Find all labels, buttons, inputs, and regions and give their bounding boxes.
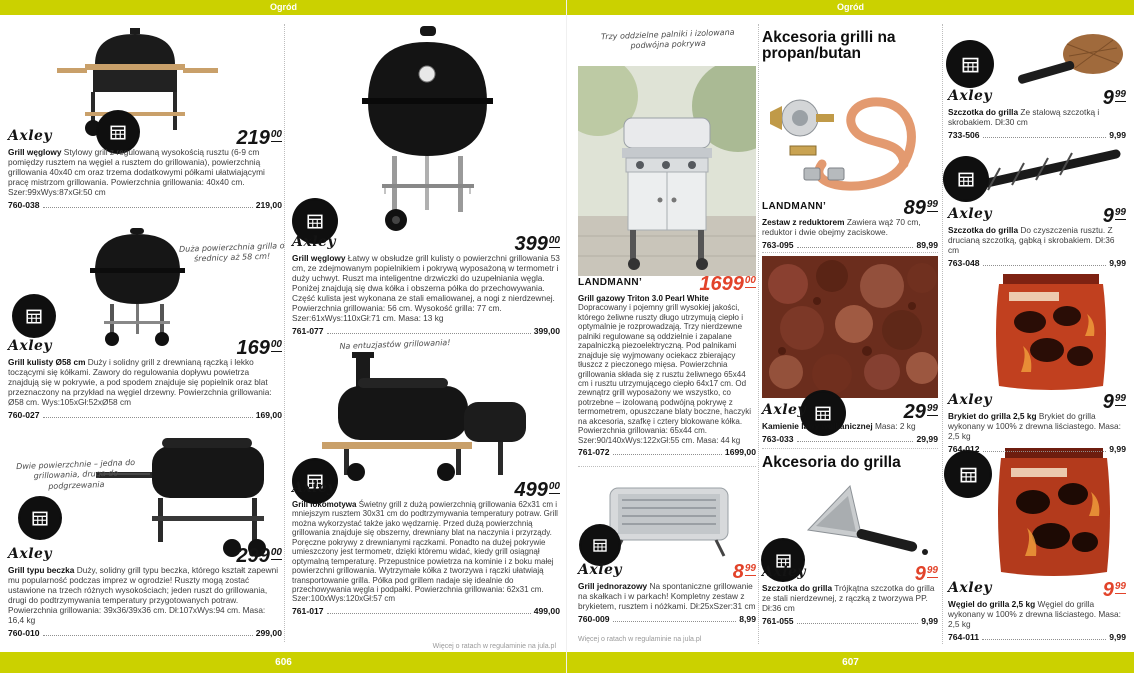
promo-badge — [948, 42, 992, 86]
page-gutter — [566, 0, 567, 673]
product-image-kettle-grill-thermometer — [330, 24, 525, 239]
article-number-row: 761-072 1699,00 — [578, 447, 756, 457]
product-card — [948, 206, 1126, 268]
price: 999 — [1102, 87, 1126, 109]
rates-note-right: Więcej o ratach w regulaminie na jula.pl — [578, 636, 702, 643]
price: 999 — [1102, 205, 1126, 227]
category-label-left: Ogród — [270, 2, 297, 12]
calendar-badge-icon — [592, 537, 608, 553]
column-divider — [284, 24, 285, 642]
price: 999 — [914, 563, 938, 585]
category-label-right: Ogród — [837, 2, 864, 12]
calendar-badge-icon — [961, 55, 980, 74]
handwritten-note-kettle: Duża powierzchnia grilla o średnicy aż 58 cm! — [178, 241, 285, 264]
article-number-row: 733-506 9,99 — [948, 129, 1126, 140]
brand-logo: LANDMANN’ — [762, 201, 827, 212]
price: 16900 — [236, 337, 282, 359]
brand-logo: Axley — [948, 206, 993, 222]
brand-logo: Axley — [762, 402, 807, 418]
handwritten-note-gas: Trzy oddzielne palniki i izolowana podwójna pokrywa — [600, 27, 735, 51]
product-image-charcoal-cart-grill — [55, 24, 240, 136]
calendar-badge-icon — [25, 307, 43, 325]
product-card — [578, 274, 756, 457]
promo-badge — [20, 498, 60, 538]
brand-logo: Axley — [8, 338, 53, 354]
article-number-row: 761-055 9,99 — [762, 615, 938, 626]
product-description: Zestaw z reduktorem Zawiera wąż 70 cm, reduktor i dwie obejmy zaciskowe. — [762, 217, 921, 237]
product-card — [762, 198, 938, 250]
product-description: Szczotka do grilla Do czyszczenia rusztu. Z drucianą szczotką, gąbką i skrobakiem. Dł:36 cm — [948, 225, 1115, 255]
calendar-badge-icon — [957, 170, 975, 188]
product-card — [762, 564, 938, 626]
section-header-accessories: Akcesoria do grilla — [762, 454, 901, 471]
section-divider — [578, 466, 756, 467]
product-description: Kamienie lawy wulkanicznej Masa: 2 kg — [762, 421, 916, 431]
brand-logo: Axley — [8, 128, 53, 144]
product-description: Brykiet do grilla 2,5 kg Brykiet do grilla wykonany w 100% z drewna liściastego. Masa: 2,5 kg — [948, 411, 1121, 441]
article-number-row: 764-011 9,99 — [948, 631, 1126, 642]
product-description: Szczotka do grilla Ze stalową szczotką i skrobakiem. Dł:30 cm — [948, 107, 1100, 127]
product-image-locomotive-grill — [298, 350, 553, 482]
rates-note-left: Więcej o ratach w regulaminie na jula.pl — [432, 643, 556, 650]
column-divider — [758, 24, 759, 644]
calendar-badge-icon — [306, 212, 324, 230]
promo-badge — [14, 296, 54, 336]
handwritten-note-barrel: Dwie powierzchnie – jedna do grillowania, druga do podgrzewania — [15, 457, 136, 491]
brand-logo: Axley — [578, 562, 623, 578]
brand-logo: Axley — [8, 546, 53, 562]
brand-logo: Axley — [292, 234, 337, 250]
article-number-row: 760-038 219,00 — [8, 199, 282, 210]
brand-logo: Axley — [948, 88, 993, 104]
top-category-bar — [0, 0, 1134, 15]
price: 169900 — [699, 273, 756, 295]
product-image-lava-rocks — [762, 256, 938, 398]
product-image-charcoal-bag — [985, 446, 1123, 578]
article-number-row: 760-027 169,00 — [8, 409, 282, 420]
handwritten-note-locomotive: Na entuzjastów grillowania! — [339, 338, 451, 351]
brand-logo: LANDMANN’ — [578, 277, 643, 288]
product-description: Grill gazowy Triton 3.0 Pearl White Dopracowany i pojemny grill wysokiej jakości, którego żeliwne ruszty długo utrzymują ciepło i optymalnie je rozprowadzają. Trzy nierdzewne palniki regulowane są oddzielnie i zapalane zapalniczką piezoelektryczną. Pod palnikami znajduje się wyjmowany ociekacz zbierający tłuszcz z pieczonego mięsa. Powierzchnia grillowania składa się z rusztu żeliwnego 65x44 cm i rusztu utrzymującego ciepło 64x17 cm. Od zewnątrz grill wyposażony we wszystko, co potrzebne – izolowaną podwójną pokrywę z termometrem, opuszczane blaty boczne, haczyki na akcesoria, szafkę i cztery blokowane kółka. Powierzchnia grillowania: 65x44 cm. Szer:90/140xWys:122xGł:55 cm. Masa: 44 kg — [578, 294, 751, 445]
product-image-gas-grill-photo — [578, 66, 756, 276]
section-header-propane: Akcesoria grilli na propan/butan — [762, 29, 896, 63]
price: 899 — [732, 561, 756, 583]
product-image-barrel-grill — [92, 424, 282, 559]
price: 49900 — [514, 479, 560, 501]
article-number-row: 763-048 9,99 — [948, 257, 1126, 268]
price: 8999 — [903, 197, 938, 219]
brand-logo: Axley — [948, 392, 993, 408]
price: 21900 — [236, 127, 282, 149]
article-number-row: 760-009 8,99 — [578, 613, 756, 624]
brand-logo: Axley — [292, 480, 337, 496]
product-image-disposable-grill — [598, 470, 743, 562]
article-number-row: 761-077 399,00 — [292, 325, 560, 336]
product-card — [292, 234, 560, 336]
product-card — [8, 128, 282, 210]
promo-badge — [946, 452, 990, 496]
product-card — [8, 546, 282, 638]
product-card — [948, 88, 1126, 140]
product-card — [578, 562, 756, 624]
product-description: Grill jednorazowy Na spontaniczne grillowanie na skałkach i w parkach! Kompletny zestaw z brykietem, rusztem i nóżkami. Dł:25xSzer:31 cm — [578, 581, 756, 611]
price: 999 — [1102, 391, 1126, 413]
product-image-briquette-bag — [985, 272, 1117, 392]
article-number-row: 761-017 499,00 — [292, 605, 560, 616]
price: 39900 — [514, 233, 560, 255]
article-number-row: 764-012 9,99 — [948, 443, 1126, 454]
promo-badge — [581, 526, 619, 564]
product-image-regulator-hose-set — [762, 80, 938, 198]
article-number-row: 760-010 299,00 — [8, 627, 282, 638]
product-card — [292, 480, 560, 616]
brand-logo: Axley — [762, 564, 807, 580]
page-number-right: 607 — [842, 657, 859, 668]
product-card — [8, 338, 282, 420]
calendar-badge-icon — [959, 465, 978, 484]
product-description: Grill węglowy Łatwy w obsłudze grill kulisty o powierzchni grillowania 53 cm, ze zdejmowanym popielnikiem i pokrywą wyposażoną w termometr i duży uchwyt. Ruszt ma inteligentne drzwiczki do uzupełniania węgla. Poniżej znajdują się dwa kółka i obszerna półka do przechowywania. Część kulista jest wykonana ze stali emaliowanej, a nogi z nierdzewnej. Powierzchnia grillowania: 56 cm. Wysokość grilla: 77 cm. Szer:61xWys:110xGł:71 cm. Masa: 13 kg — [292, 253, 560, 323]
product-description: Grill węglowy Stylowy grill z regulowaną wysokością rusztu (6-9 cm pomiędzy rusztem na węgiel a rusztem do grillowania), powierzchnią grillowania 40x40 cm oraz trzema dodatkowymi półkami ułatwiającymi pracę mistrzom grillowania. Powierzchnia grillowania: 40x40 cm. Szer:99xWys:87xGł:50 cm — [8, 147, 265, 197]
product-description: Grill kulisty Ø58 cm Duży i solidny grill z drewnianą rączką i lekko toczącymi się kółkami. Zawory do regulowania dopływu powietrza znajdują się w pokrywie, a pod spodem znajduje się popielnik oraz blat przeznaczony na przykład na węgiel drzewny. Powierzchnia grillowania: Ø58 cm. Wys:105xGł:52xØ58 cm — [8, 357, 272, 407]
product-description: Grill typu beczka Duży, solidny grill typu beczka, którego kształt zapewni mu popularność podczas imprez w ogrodzie! Ruszty mogą zostać ustawione na trzech różnych wysokościach; jeden ruszt do grillowania, drugi do podtrzymywania temperatury przygotowanych potraw. Powierzchnia grillowania: 39x36/39x36 cm. Dł:107xWys:94 cm. Masa: 16,4 kg — [8, 565, 279, 625]
bottom-page-bar — [0, 652, 1134, 673]
column-divider — [942, 24, 943, 644]
section-divider — [762, 252, 938, 253]
product-card — [948, 580, 1126, 642]
page-number-left: 606 — [275, 657, 292, 668]
product-card — [762, 402, 938, 444]
article-number-row: 763-095 89,99 — [762, 239, 938, 250]
calendar-badge-icon — [31, 509, 49, 527]
price: 999 — [1102, 579, 1126, 601]
section-divider — [762, 448, 938, 449]
brand-logo: Axley — [948, 580, 993, 596]
article-number-row: 763-033 29,99 — [762, 433, 938, 444]
price: 29900 — [236, 545, 282, 567]
price: 2999 — [903, 401, 938, 423]
product-description: Węgiel do grilla 2,5 kg Węgiel do grilla wykonany w 100% z drewna liściastego. Masa: 2,5 kg — [948, 599, 1121, 629]
product-image-triangle-brush — [788, 476, 938, 564]
product-description: Szczotka do grilla Trójkątna szczotka do grilla ze stali nierdzewnej, z rączką z tworzywa PP. Dł:36 cm — [762, 583, 935, 613]
product-description: Grill lokomotywa Świetny grill z dużą powierzchnią grillowania 62x31 cm i mniejszym rusztem 30x31 cm do podtrzymywania temperatury potraw. Grill można wykorzystać także jako wędzarnię. Przed dużą powierzchnią grillowania znajduje się obszerny, drewniany blat na naczynia i przyrządy. Poręczne pokrywy z drewnianymi rączkami. Ponadto na dużej pokrywie umieszczony jest termometr, dzięki któremu widać, kiedy grill osiągnął optymalną temperaturę. Przepustnice powietrza na kominie i z boku małej powierzchni grillowania. Wytrzymałe kółka z tworzywa i rączki ułatwiają transportowanie grilla. Półka pod grillem nadaje się idealnie do przechowywania węgla i podpałki. Powierzchnia grillowania: 62x31 cm. Szer:100xWys:120xGł:57 cm — [292, 500, 558, 604]
promo-badge — [945, 158, 987, 200]
product-card — [948, 392, 1126, 454]
